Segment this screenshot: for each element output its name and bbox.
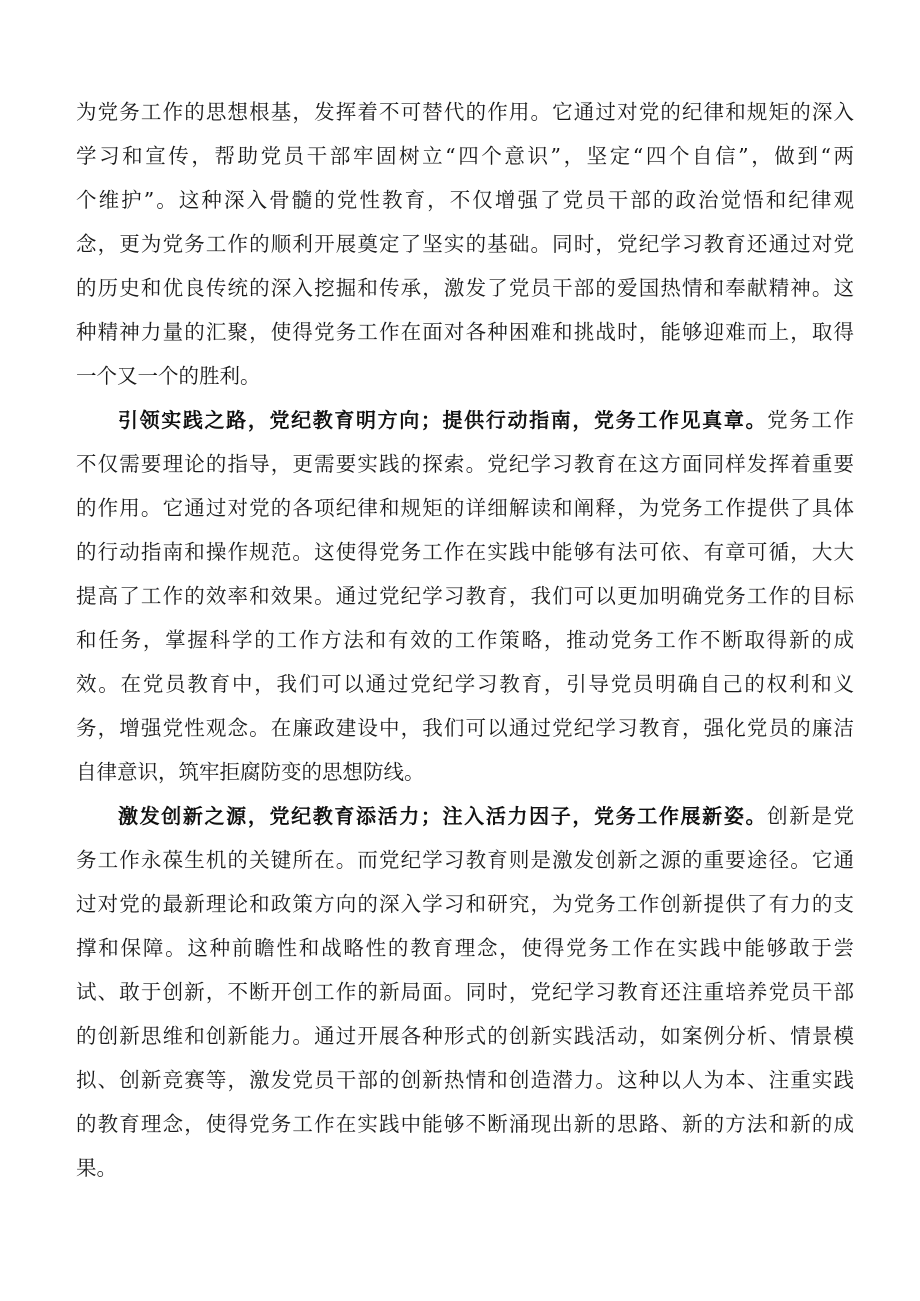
paragraph-3-line-7: 拟、创新竞赛等，激发党员干部的创新热情和创造潜力。这种以人为本、注重实践 [76, 1068, 854, 1092]
paragraph-1-line-1: 为党务工作的思想根基，发挥着不可替代的作用。它通过对党的纪律和规矩的深入 [76, 100, 854, 124]
paragraph-2-line-9: 自律意识，筑牢拒腐防变的思想防线。 [76, 760, 425, 784]
paragraph-3-first-line-text: 创新是党 [767, 804, 854, 828]
paragraph-3-line-5: 试、敢于创新，不断开创工作的新局面。同时，党纪学习教育还注重培养党员干部 [76, 980, 854, 1004]
paragraph-2-line-4: 的行动指南和操作规范。这使得党务工作在实践中能够有法可依、有章可循，大大 [76, 540, 854, 564]
paragraph-3-first-line [118, 796, 854, 836]
paragraph-3-line-8: 的教育理念，使得党务工作在实践中能够不断涌现出新的思路、新的方法和新的成 [76, 1112, 854, 1136]
paragraph-3-line-2: 务工作永葆生机的关键所在。而党纪学习教育则是激发创新之源的重要途径。它通 [76, 848, 854, 872]
paragraph-3-line-9: 果。 [76, 1156, 117, 1180]
paragraph-1-line-5: 的历史和优良传统的深入挖掘和传承，激发了党员干部的爱国热情和奉献精神。这 [76, 276, 854, 300]
paragraph-3-lead-heading: 激发创新之源，党纪教育添活力；注入活力因子，党务工作展新姿。 [118, 804, 768, 828]
paragraph-1-line-2: 学习和宣传，帮助党员干部牢固树立“四个意识”，坚定“四个自信”，做到“两 [76, 144, 854, 168]
paragraph-3-line-4: 撑和保障。这种前瞻性和战略性的教育理念，使得党务工作在实践中能够敢于尝 [76, 936, 854, 960]
paragraph-1-line-4: 念，更为党务工作的顺利开展奠定了坚实的基础。同时，党纪学习教育还通过对党 [76, 232, 854, 256]
paragraph-2-first-line [118, 400, 854, 440]
paragraph-1-line-6: 种精神力量的汇聚，使得党务工作在面对各种困难和挑战时，能够迎难而上，取得 [76, 320, 854, 344]
paragraph-1-line-3: 个维护”。这种深入骨髓的党性教育，不仅增强了党员干部的政治觉悟和纪律观 [76, 188, 854, 212]
paragraph-3-line-6: 的创新思维和创新能力。通过开展各种形式的创新实践活动，如案例分析、情景模 [76, 1024, 854, 1048]
paragraph-1-line-7: 一个又一个的胜利。 [76, 364, 261, 388]
paragraph-3-line-3: 过对党的最新理论和政策方向的深入学习和研究，为党务工作创新提供了有力的支 [76, 892, 854, 916]
paragraph-2-first-line-text: 党务工作 [767, 408, 854, 432]
paragraph-2-line-7: 效。在党员教育中，我们可以通过党纪学习教育，引导党员明确自己的权利和义 [76, 672, 854, 696]
paragraph-2-line-6: 和任务，掌握科学的工作方法和有效的工作策略，推动党务工作不断取得新的成 [76, 628, 854, 652]
paragraph-2-line-3: 的作用。它通过对党的各项纪律和规矩的详细解读和阐释，为党务工作提供了具体 [76, 496, 854, 520]
paragraph-2-line-2: 不仅需要理论的指导，更需要实践的探索。党纪学习教育在这方面同样发挥着重要 [76, 452, 854, 476]
paragraph-2-line-8: 务，增强党性观念。在廉政建设中，我们可以通过党纪学习教育，强化党员的廉洁 [76, 716, 854, 740]
paragraph-2-line-5: 提高了工作的效率和效果。通过党纪学习教育，我们可以更加明确党务工作的目标 [76, 584, 854, 608]
paragraph-2-lead-heading: 引领实践之路，党纪教育明方向；提供行动指南，党务工作见真章。 [118, 408, 768, 432]
